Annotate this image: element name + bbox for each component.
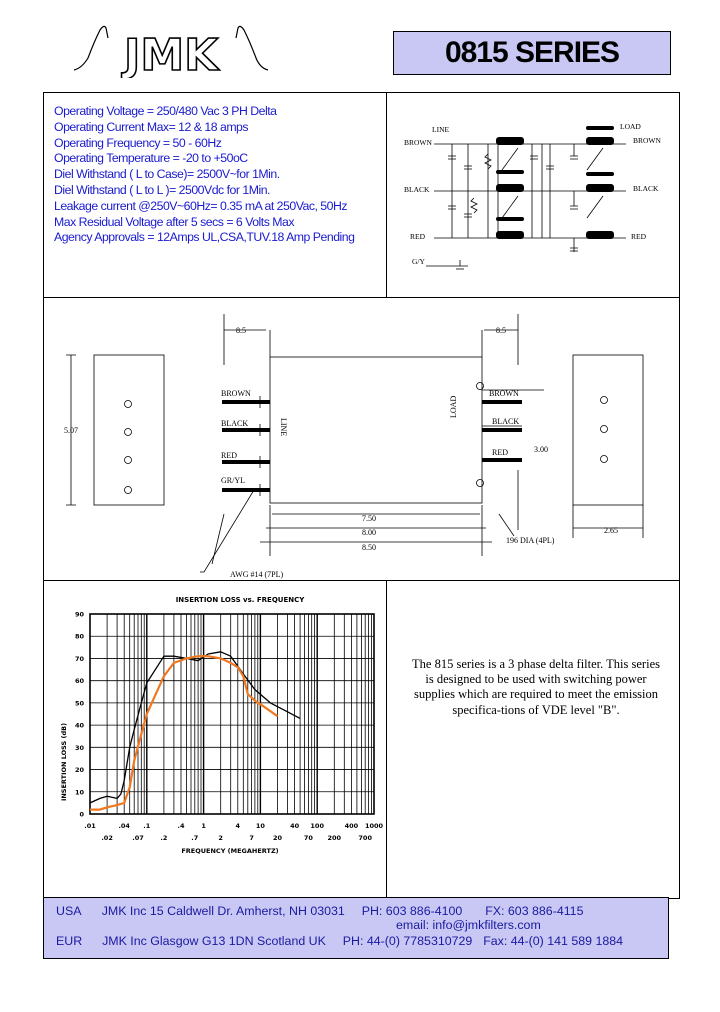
chart-xtick-label: 20 bbox=[272, 834, 283, 842]
schematic-right-red: RED bbox=[631, 232, 646, 241]
chart-xtick-label: 40 bbox=[290, 822, 300, 830]
chart-ytick-label: 10 bbox=[74, 788, 84, 797]
body-line-label: LINE bbox=[279, 418, 288, 437]
circuit-schematic bbox=[390, 96, 676, 294]
insertion-loss-chart bbox=[44, 582, 384, 854]
dim-length-inner: 7.50 bbox=[362, 514, 376, 523]
dim-depth: 2.65 bbox=[604, 526, 618, 535]
awg-note: AWG #14 (7PL) bbox=[230, 570, 284, 579]
dim-left-offset: 8.5 bbox=[236, 326, 246, 335]
footer-eur-region: EUR bbox=[56, 934, 83, 948]
schematic-left-red: RED bbox=[410, 232, 425, 241]
footer-eur-address: JMK Inc Glasgow G13 1DN Scotland UK bbox=[102, 934, 326, 948]
mech-left-ground: GR/YL bbox=[221, 476, 245, 485]
chart-xtick-label: .04 bbox=[118, 822, 130, 830]
chart-xtick-label: 1 bbox=[201, 822, 206, 830]
mech-right-brown: BROWN bbox=[489, 389, 519, 398]
dim-height: 5.07 bbox=[64, 426, 78, 435]
contact-footer bbox=[43, 897, 669, 959]
mech-right-black: BLACK bbox=[492, 417, 520, 426]
chart-ytick-label: 30 bbox=[74, 743, 84, 752]
spec-operating-temperature: Operating Temperature = -20 to +50oC bbox=[54, 151, 248, 166]
filter-body bbox=[270, 357, 482, 503]
product-description: The 815 series is a 3 phase delta filter. This series is designed to be used with switching power supplies which are required to meet the emission specifica-tions of VDE level "B". bbox=[412, 657, 660, 717]
series-title: 0815 SERIES bbox=[393, 31, 671, 75]
divider bbox=[386, 580, 387, 897]
chart-ytick-label: 20 bbox=[74, 766, 84, 775]
spec-agency-approvals: Agency Approvals = 12Amps UL,CSA,TUV.18 Amp Pending bbox=[54, 230, 355, 245]
chart-xlabel: FREQUENCY (MEGAHERTZ) bbox=[181, 847, 279, 854]
chart-ytick-label: 70 bbox=[74, 654, 84, 663]
hole-note: 196 DIA (4PL) bbox=[506, 536, 555, 545]
schematic-load-label: LOAD bbox=[620, 122, 641, 131]
chart-series-line bbox=[90, 656, 278, 809]
dim-length-mid: 8.00 bbox=[362, 528, 376, 537]
mech-right-red: RED bbox=[492, 448, 508, 457]
chart-xtick-label: 7 bbox=[249, 834, 254, 842]
chart-ylabel: INSERTION LOSS (dB) bbox=[60, 722, 68, 802]
divider bbox=[386, 92, 387, 297]
dim-length-outer: 8.50 bbox=[362, 543, 376, 552]
mech-left-red: RED bbox=[221, 451, 237, 460]
spec-diel-withstand-case: Diel Withstand ( L to Case)= 2500V~for 1Min. bbox=[54, 167, 280, 182]
chart-plot-area bbox=[90, 614, 374, 814]
chart-xtick-label: 200 bbox=[327, 834, 342, 842]
chart-ytick-label: 50 bbox=[74, 699, 84, 708]
schematic-right-black: BLACK bbox=[633, 184, 659, 193]
specifications-list bbox=[54, 104, 354, 246]
footer-usa-phone: PH: 603 886-4100 bbox=[361, 904, 463, 918]
left-side-view bbox=[94, 355, 164, 505]
chart-ytick-label: 60 bbox=[74, 677, 84, 686]
footer-usa bbox=[56, 904, 583, 918]
schematic-left-black: BLACK bbox=[404, 185, 430, 194]
schematic-left-brown: BROWN bbox=[404, 138, 432, 147]
divider bbox=[43, 297, 679, 298]
chart-xtick-label: .01 bbox=[84, 822, 96, 830]
chart-xtick-label: .1 bbox=[143, 822, 151, 830]
chart-xtick-label: 400 bbox=[344, 822, 359, 830]
dim-right-offset: 8.5 bbox=[496, 326, 506, 335]
chart-ytick-label: 90 bbox=[74, 610, 84, 619]
mech-left-brown: BROWN bbox=[221, 389, 251, 398]
chart-xtick-label: 4 bbox=[235, 822, 241, 830]
chart-xtick-label: 100 bbox=[310, 822, 324, 830]
spec-operating-voltage: Operating Voltage = 250/480 Vac 3 PH Delta bbox=[54, 104, 277, 118]
chart-xtick-label: .07 bbox=[132, 834, 144, 842]
mechanical-drawing bbox=[44, 300, 678, 580]
footer-eur bbox=[56, 934, 623, 948]
footer-usa-address: JMK Inc 15 Caldwell Dr. Amherst, NH 03031 bbox=[101, 904, 345, 918]
divider bbox=[43, 580, 679, 581]
spec-operating-frequency: Operating Frequency = 50 - 60Hz bbox=[54, 135, 222, 150]
body-load-label: LOAD bbox=[449, 395, 458, 418]
spec-diel-withstand-line: Diel Withstand ( L to L )= 2500Vdc for 1Min. bbox=[54, 182, 270, 197]
spec-residual-voltage: Max Residual Voltage after 5 secs = 6 Volts Max bbox=[54, 214, 294, 229]
chart-xtick-label: 10 bbox=[255, 822, 265, 830]
chart-xtick-label: 1000 bbox=[364, 822, 384, 830]
footer-eur-fax: Fax: 44-(0) 141 589 1884 bbox=[483, 934, 624, 948]
footer-usa-fax: FX: 603 886-4115 bbox=[485, 904, 584, 918]
chart-ytick-label: 40 bbox=[74, 721, 84, 730]
footer-usa-region: USA bbox=[56, 904, 81, 918]
chart-xtick-label: .4 bbox=[177, 822, 185, 830]
spec-operating-current: Operating Current Max= 12 & 18 amps bbox=[54, 119, 249, 134]
schematic-line-label: LINE bbox=[432, 125, 450, 134]
jmk-logo bbox=[72, 18, 272, 78]
chart-xtick-label: 700 bbox=[358, 834, 372, 842]
chart-xtick-label: 70 bbox=[303, 834, 313, 842]
chart-xtick-label: .7 bbox=[191, 834, 199, 842]
mech-left-black: BLACK bbox=[221, 419, 249, 428]
chart-xtick-label: 2 bbox=[218, 834, 223, 842]
spec-leakage-current: Leakage current @250V~60Hz= 0.35 mA at 250Vac, 50Hz bbox=[54, 198, 348, 213]
dim-terminal-spacing: 3.00 bbox=[534, 445, 548, 454]
right-side-view bbox=[573, 355, 643, 505]
chart-title: INSERTION LOSS vs. FREQUENCY bbox=[175, 596, 305, 604]
footer-email[interactable]: email: info@jmkfilters.com bbox=[396, 918, 541, 932]
chart-xtick-label: .02 bbox=[101, 834, 113, 842]
logo-text: JMK bbox=[124, 30, 219, 78]
footer-eur-phone: PH: 44-(0) 7785310729 bbox=[342, 934, 473, 948]
chart-ytick-label: 80 bbox=[74, 632, 84, 641]
schematic-right-brown: BROWN bbox=[633, 136, 661, 145]
chart-ytick-label: 0 bbox=[79, 810, 84, 819]
schematic-ground-label: G/Y bbox=[412, 257, 425, 266]
chart-xtick-label: .2 bbox=[160, 834, 168, 842]
